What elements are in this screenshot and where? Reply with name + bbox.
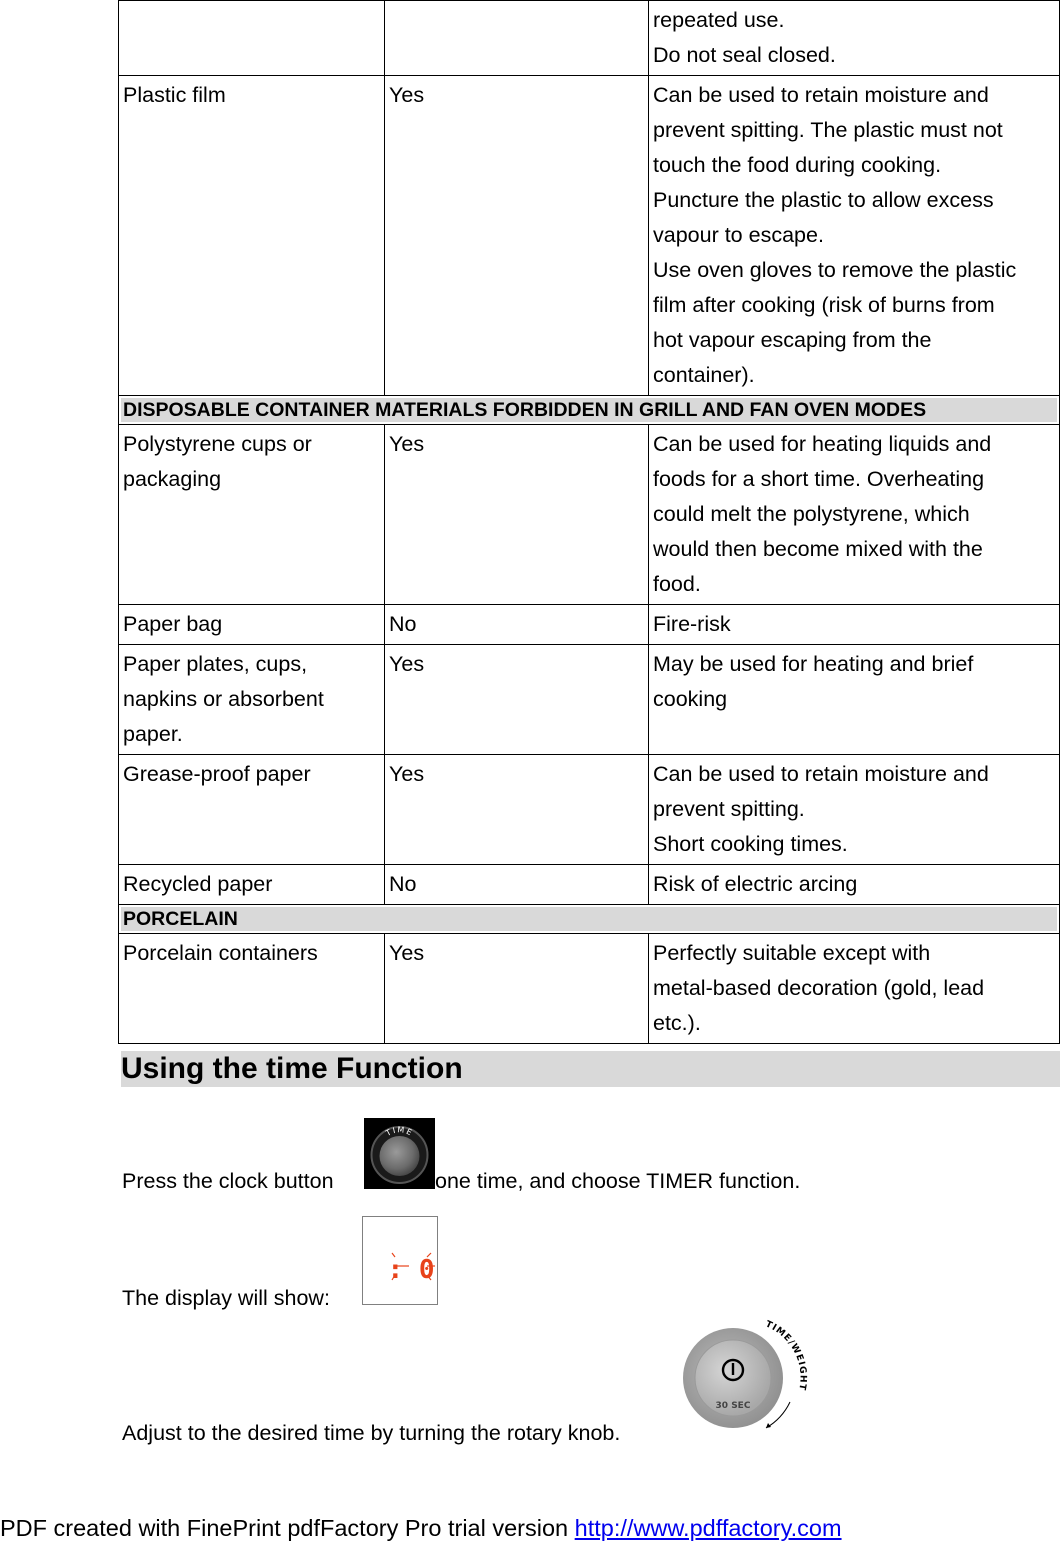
display-icon — [363, 1217, 437, 1304]
section-header-cell — [119, 396, 1060, 425]
table-row — [119, 934, 1060, 1044]
table-row — [119, 865, 1060, 905]
notes-cell: Risk of electric arcing — [649, 865, 1060, 905]
material-line: Paper plates, cups, — [123, 652, 308, 676]
section-header-cell — [119, 905, 1060, 934]
section-header-disposable: DISPOSABLE CONTAINER MATERIALS FORBIDDEN IN GRILL AND FAN OVEN MODES — [121, 398, 1057, 422]
note-line: Do not seal closed. — [653, 43, 836, 67]
section-row — [119, 905, 1060, 934]
materials-table — [118, 0, 1060, 1044]
section-header-porcelain: PORCELAIN — [121, 907, 1057, 931]
suitable-cell: No — [385, 605, 649, 645]
material-cell: Recycled paper — [119, 865, 385, 905]
suitable-cell: No — [385, 865, 649, 905]
note-line: Use oven gloves to remove the plastic — [653, 258, 1017, 282]
suitable-cell: Yes — [385, 934, 649, 1044]
step-press-clock — [122, 1168, 334, 1194]
material-cell: Grease-proof paper — [119, 755, 385, 865]
note-line: touch the food during cooking. — [653, 153, 942, 177]
note-line: repeated use. — [653, 8, 785, 32]
note-line: Can be used for heating liquids and — [653, 432, 992, 456]
notes-cell — [649, 645, 1060, 755]
note-line: hot vapour escaping from the — [653, 328, 932, 352]
step-display — [122, 1285, 330, 1311]
step-text: Adjust to the desired time by turning the rotary knob. — [122, 1421, 621, 1445]
display-image — [362, 1216, 438, 1305]
note-line: prevent spitting. The plastic must not — [653, 118, 1003, 142]
note-line: vapour to escape. — [653, 223, 824, 247]
table-row — [119, 1, 1060, 76]
notes-cell — [649, 76, 1060, 396]
step-text: The display will show: — [122, 1286, 330, 1310]
material-line: Polystyrene cups or — [123, 432, 312, 456]
material-line: napkins or absorbent — [123, 687, 324, 711]
notes-cell — [649, 1, 1060, 76]
note-line: could melt the polystyrene, which — [653, 502, 970, 526]
material-cell — [119, 645, 385, 755]
note-line: Short cooking times. — [653, 832, 848, 856]
suitable-cell: Yes — [385, 755, 649, 865]
table-row — [119, 76, 1060, 396]
suitable-cell: Yes — [385, 645, 649, 755]
table-row — [119, 425, 1060, 605]
display-readout: : 0 — [387, 1255, 435, 1285]
note-line: container). — [653, 363, 755, 387]
table-row — [119, 755, 1060, 865]
footer-link[interactable]: http://www.pdffactory.com — [574, 1515, 842, 1541]
note-line: Puncture the plastic to allow excess — [653, 188, 994, 212]
note-line: May be used for heating and brief — [653, 652, 974, 676]
table-row — [119, 605, 1060, 645]
material-cell — [119, 1, 385, 76]
note-line: food. — [653, 572, 701, 596]
material-cell: Porcelain containers — [119, 934, 385, 1044]
step-text: one time, and choose TIMER function. — [435, 1169, 801, 1193]
note-line: cooking — [653, 687, 728, 711]
knob-arc-label: TIME/WEIGHT — [763, 1319, 808, 1392]
suitable-cell: Yes — [385, 425, 649, 605]
step-rotary — [122, 1420, 620, 1446]
knob-inner-label: 30 SEC — [715, 1401, 751, 1411]
notes-cell — [649, 425, 1060, 605]
material-cell: Plastic film — [119, 76, 385, 396]
table-row — [119, 645, 1060, 755]
time-button-image — [364, 1118, 435, 1189]
note-line: metal-based decoration (gold, lead — [653, 976, 985, 1000]
note-line: foods for a short time. Overheating — [653, 467, 985, 491]
step-press-clock-cont — [435, 1168, 800, 1194]
notes-cell — [649, 755, 1060, 865]
note-line: Can be used to retain moisture and — [653, 762, 989, 786]
note-line: Perfectly suitable except with — [653, 941, 931, 965]
footer-watermark — [0, 1514, 842, 1542]
note-line: prevent spitting. — [653, 797, 805, 821]
material-cell: Paper bag — [119, 605, 385, 645]
section-row — [119, 396, 1060, 425]
suitable-cell: Yes — [385, 76, 649, 396]
rotary-knob-image — [680, 1318, 810, 1438]
section-heading-timer: Using the time Function — [121, 1051, 1060, 1087]
material-line: paper. — [123, 722, 183, 746]
notes-cell: Fire-risk — [649, 605, 1060, 645]
material-line: packaging — [123, 467, 222, 491]
rotary-knob-icon — [680, 1318, 810, 1438]
note-line: film after cooking (risk of burns from — [653, 293, 995, 317]
footer-text: PDF created with FinePrint pdfFactory Pro trial version — [0, 1515, 575, 1541]
note-line: Can be used to retain moisture and — [653, 83, 989, 107]
material-cell — [119, 425, 385, 605]
note-line: etc.). — [653, 1011, 701, 1035]
note-line: would then become mixed with the — [653, 537, 983, 561]
step-text: Press the clock button — [122, 1169, 334, 1193]
time-button-icon — [364, 1118, 435, 1189]
suitable-cell — [385, 1, 649, 76]
notes-cell — [649, 934, 1060, 1044]
time-button-label: TIME — [384, 1125, 415, 1138]
